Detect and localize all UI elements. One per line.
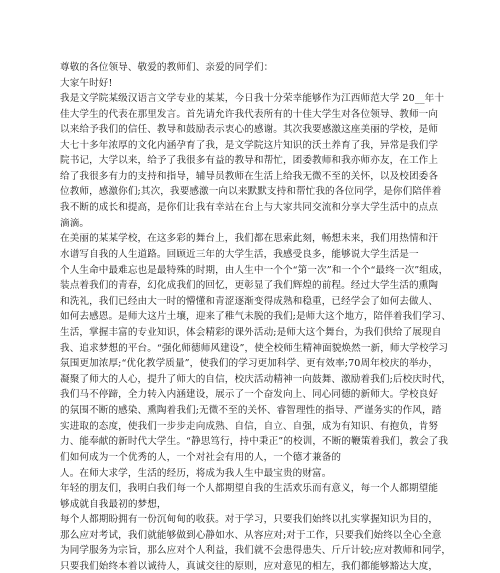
- text-line: 在美丽的某某学校，在这多彩的舞台上，我们都在思索此刻，畅想未来，我们用热情和汗: [60, 233, 439, 244]
- text-line: 的氛围不断的感染、熏陶着我们;无微不至的关怀、睿智理性的指导、严谨务实的作风，踏: [60, 405, 442, 416]
- text-line: 大家午时好!: [60, 78, 113, 89]
- text-line: 院书记，大学以来，给予了我很多有益的教导和帮忙，团委教师和我亦师亦友，在工作上: [60, 155, 439, 166]
- text-line: 我、追求梦想的平台。“强化师德师风建设”，使全校师生精神面貌焕然一新，师大学校学习: [60, 343, 449, 354]
- text-line: 为同学服务为宗旨，那么应对个人利益，我们就不会患得患失、斤斤计较;应对教师和同学，: [60, 545, 452, 556]
- text-line: 水谱写自我的人生道路。回顾近三年的大学生活，我感受良多，能够说大学生活是一: [60, 249, 419, 260]
- text-line: 和洗礼，我们已经由大一时的懵懂和青涩逐渐变得成熟和稳重，已经学会了如何去做人、: [60, 296, 439, 307]
- text-line: 位教师，感激你们;其次，我要感激一向以来默默支持和帮忙我的各位同学，是你们陪伴着: [60, 186, 442, 197]
- text-line: 以来给予我们的信任、教导和鼓励表示衷心的感谢。其次我要感激这座美丽的学校，是师: [60, 124, 439, 135]
- text-line: 氛围更加浓厚;“优化教学质量”，使我们的学习更加科学、更有效率;70周年校庆的举办，: [60, 358, 439, 369]
- text-line: 生活，掌握丰富的专业知识，体会精彩的课外活动;是师大这个舞台，为我们供给了展现自: [60, 327, 442, 338]
- text-line: 装点着我们的青春，幻化成我们的回忆，更彰显了我们辉煌的前程。经过大学生活的熏陶: [60, 280, 439, 291]
- text-line: 如何去感恩。是师大这片土壤，迎来了稚气未脱的我们;是师大这个地方，陪伴着我们学习、: [60, 311, 452, 322]
- text-line: 佳大学生的代表在那里发言。首先请允许我代表所有的十佳大学生对各位领导、教师一向: [60, 109, 439, 120]
- text-line: 实进取的态度，使我们一步步走向成熟、自信，自立、自强，成为有知识、有抱负，肯努: [60, 421, 439, 432]
- text-line: 们如何成为一个优秀的人，一个对社会有用的人，一个德才兼备的: [60, 452, 342, 463]
- text-line: 人。在师大求学，生活的经历，将成为我人生中最宝贵的财富。: [60, 468, 332, 479]
- text-line: 我们马不停蹄，全力转入内涵建设，展示了一个奋发向上、同心同德的新师大。学校良好: [60, 389, 439, 400]
- text-line: 我是文学院某级汉语言文学专业的某某，今日我十分荣幸能够作为江西师范大学 20__年十: [60, 93, 445, 104]
- text-line: 尊敬的各位领导、敬爱的教师们、亲爱的同学们：: [60, 62, 274, 73]
- text-line: 滴滴。: [60, 218, 90, 229]
- text-line: 年轻的朋友们，我明白我们每一个人都期望自我的生活欢乐而有意义，每一个人都期望能: [60, 483, 439, 494]
- text-line: 力、能奉献的新时代大学生。“静思笃行，持中秉正”的校训，不断的鞭策着我们，教会了我: [60, 436, 449, 447]
- text-line: 个人生命中最难忘也是最特殊的时期，由人生中一个个“第一次”和一个个“最终一次”组成，: [60, 265, 449, 276]
- text-line: 凝聚了师大的人心，提升了师大的自信，校庆活动精神一向鼓舞、激励着我们;后校庆时代，: [60, 374, 452, 385]
- text-line: 只要我们始终本着以诚待人，真诚交往的原则，应对意见的相左，我们都能够豁达大度，: [60, 561, 439, 572]
- text-line: 我不断的成长和提高，是你们让我有幸站在台上与大家共同交流和分享大学生活中的点点: [60, 202, 439, 213]
- text-line: 每个人都期盼拥有一份沉甸甸的收获。对于学习，只要我们始终以扎实掌握知识为目的，: [60, 514, 439, 525]
- text-line: 那么应对考试，我们就能够做到心静如水、从容应对;对于工作，只要我们始终以全心全意: [60, 530, 442, 541]
- text-line: 够成就自我最初的梦想，: [60, 499, 167, 510]
- text-line: 给了我很多有力的支持和指导，辅导员教师在生活上给我无微不至的关怀，以及校团委各: [60, 171, 439, 182]
- text-line: 大七十多年浓厚的文化内涵孕育了我，是文学院这片知识的沃土养育了我，异常是我们学: [60, 140, 439, 151]
